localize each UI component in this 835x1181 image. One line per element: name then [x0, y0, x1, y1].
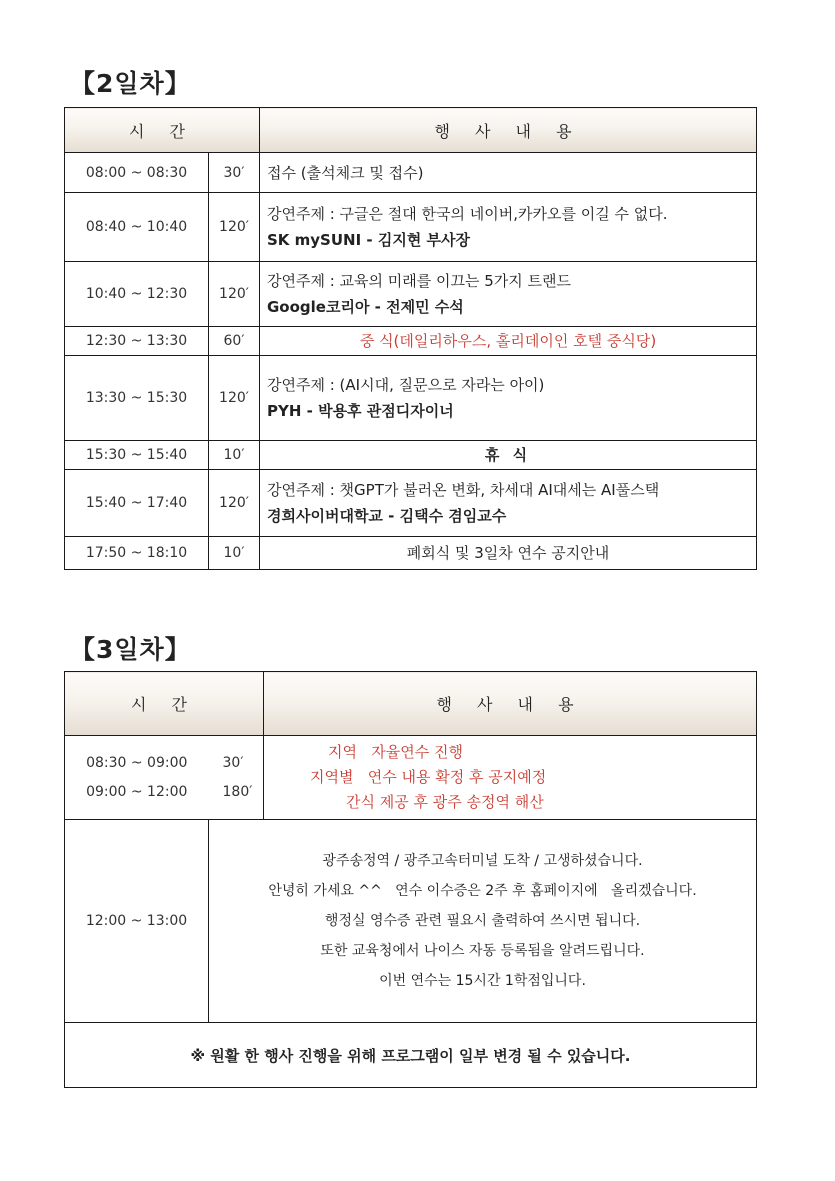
- lecture-topic: 강연주제 : (AI시대, 질문으로 자라는 아이): [267, 376, 545, 394]
- time-cell: 13:30 ~ 15:30: [65, 356, 209, 441]
- content-cell: [260, 193, 757, 262]
- content-line: 접수 (출석체크 및 접수): [267, 163, 424, 182]
- duration-cell: [209, 736, 264, 820]
- table-row: [65, 736, 757, 820]
- content-line: 지역 자율연수 진행: [328, 743, 463, 761]
- duration-cell: 60′: [209, 327, 260, 356]
- table-row: [65, 537, 757, 570]
- content-line: 간식 제공 후 광주 송정역 해산: [346, 793, 544, 811]
- day2-schedule-table: [64, 107, 757, 570]
- lecture-topic: 강연주제 : 교육의 미래를 이끄는 5가지 트랜드: [267, 272, 572, 290]
- duration-cell: 30′: [209, 153, 260, 193]
- table-row: [65, 1023, 757, 1088]
- duration-cell: 120′: [209, 356, 260, 441]
- header-content: 행 사 내 용: [260, 108, 757, 153]
- time-cell: 15:40 ~ 17:40: [65, 470, 209, 537]
- table-row: [65, 193, 757, 262]
- time-cell: 12:30 ~ 13:30: [65, 327, 209, 356]
- table-row: [65, 262, 757, 327]
- time-cell: 08:00 ~ 08:30: [65, 153, 209, 193]
- lecturer: PYH - 박용후 관점디자이너: [267, 402, 454, 420]
- content-cell: [260, 356, 757, 441]
- duration-cell: 10′: [209, 441, 260, 470]
- content-cell: [264, 736, 757, 820]
- duration-value: 180′: [222, 783, 253, 800]
- lecture-topic: 강연주제 : 구글은 절대 한국의 네이버,카카오를 이길 수 없다.: [267, 205, 668, 223]
- time-cell: 17:50 ~ 18:10: [65, 537, 209, 570]
- time-cell: [65, 736, 209, 820]
- table-row: [65, 820, 757, 1023]
- duration-cell: 120′: [209, 470, 260, 537]
- time-cell: 10:40 ~ 12:30: [65, 262, 209, 327]
- table-row: [65, 356, 757, 441]
- content-line: 지역별 연수 내용 확정 후 공지예정: [310, 768, 547, 786]
- header-time: 시 간: [65, 672, 264, 736]
- table-row: [65, 470, 757, 537]
- duration-cell: 10′: [209, 537, 260, 570]
- header-content: 행 사 내 용: [264, 672, 757, 736]
- day2-title: 【2일차】: [70, 69, 191, 98]
- table-row: [65, 153, 757, 193]
- time-value: 09:00 ~ 12:00: [86, 783, 188, 800]
- lecturer: SK mySUNI - 김지현 부사장: [267, 231, 471, 249]
- content-cell: [260, 470, 757, 537]
- content-cell: [260, 262, 757, 327]
- lecture-topic: 강연주제 : 챗GPT가 불러온 변화, 차세대 AI대세는 AI풀스택: [267, 481, 660, 499]
- time-cell: 12:00 ~ 13:00: [65, 820, 209, 1023]
- time-cell: 15:30 ~ 15:40: [65, 441, 209, 470]
- time-cell: 08:40 ~ 10:40: [65, 193, 209, 262]
- content-line: 안녕히 가세요 ^^ 연수 이수증은 2주 후 홈페이지에 올리겠습니다.: [268, 883, 697, 899]
- content-cell: [260, 153, 757, 193]
- content-line: 행정실 영수증 관련 필요시 출력하여 쓰시면 됩니다.: [324, 913, 641, 929]
- day3-title: 【3일차】: [70, 635, 191, 664]
- change-notice: ※ 원활 한 행사 진행을 위해 프로그램이 일부 변경 될 수 있습니다.: [65, 1023, 757, 1088]
- duration-cell: 120′: [209, 262, 260, 327]
- header-time: 시 간: [65, 108, 260, 153]
- break-cell: 휴 식: [260, 441, 757, 470]
- lecturer: 경희사이버대학교 - 김택수 겸임교수: [267, 507, 507, 525]
- duration-value: 30′: [222, 754, 244, 771]
- table-row: [65, 441, 757, 470]
- closing-cell: 폐회식 및 3일차 연수 공지안내: [260, 537, 757, 570]
- lecturer: Google코리아 - 전제민 수석: [267, 298, 464, 316]
- content-line: 광주송정역 / 광주고속터미널 도착 / 고생하셨습니다.: [322, 853, 643, 869]
- content-line: 이번 연수는 15시간 1학점입니다.: [379, 973, 586, 989]
- content-line: 또한 교육청에서 나이스 자동 등록됨을 알려드립니다.: [320, 943, 645, 959]
- lunch-cell: 중 식(데일리하우스, 홀리데이인 호텔 중식당): [260, 327, 757, 356]
- farewell-cell: [209, 820, 757, 1023]
- duration-cell: 120′: [209, 193, 260, 262]
- table-row: [65, 327, 757, 356]
- day3-schedule-table: [64, 671, 757, 1088]
- time-value: 08:30 ~ 09:00: [86, 754, 188, 771]
